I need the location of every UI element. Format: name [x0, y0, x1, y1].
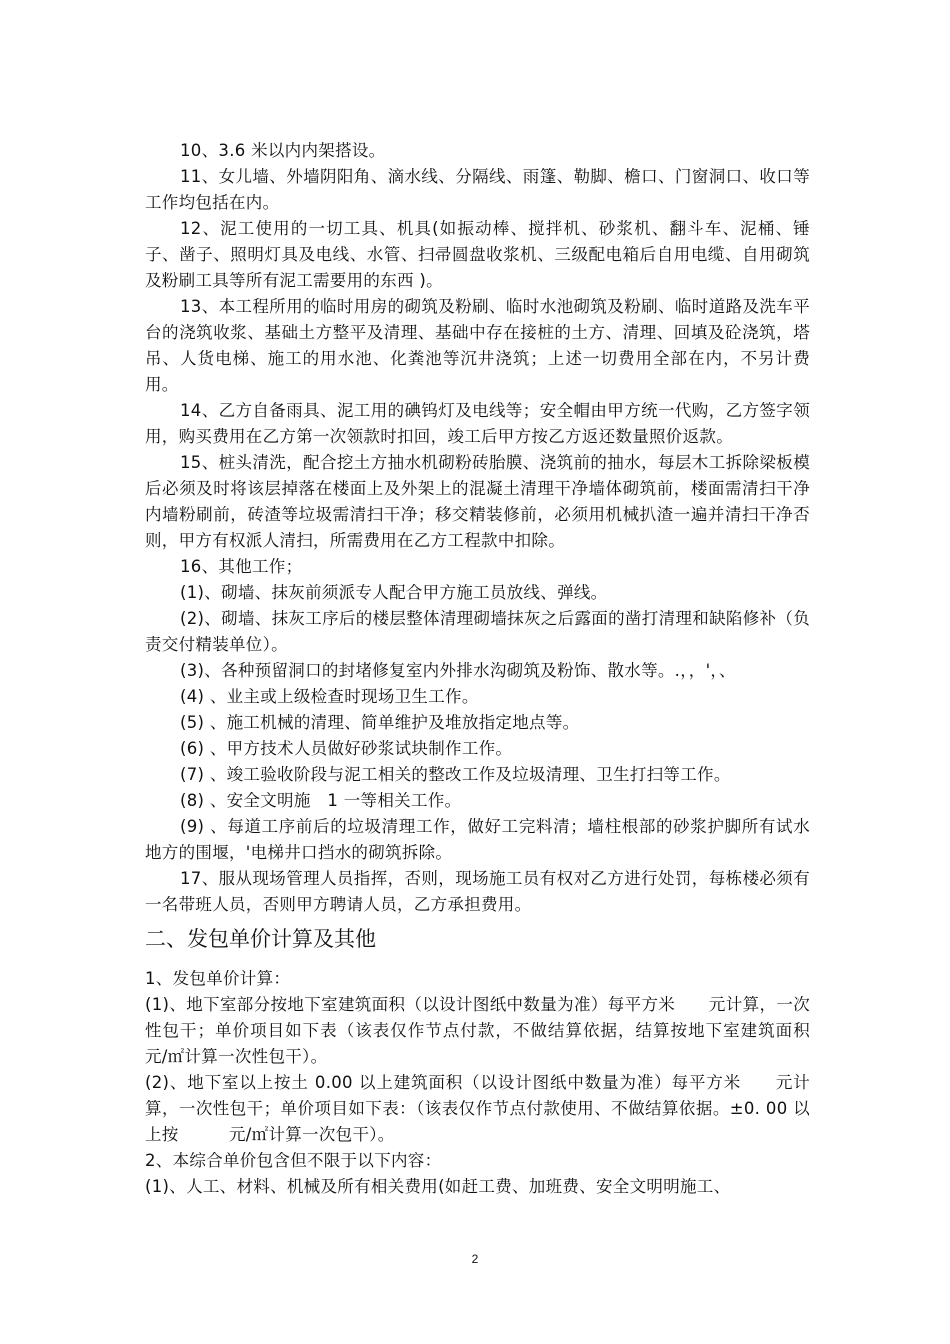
sub-item-4: (4) 、业主或上级检查时现场卫生工作。: [180, 687, 479, 706]
pricing-title: 1、发包单价计算：: [145, 969, 291, 988]
paragraph-item-16: 16、其他工作；: [180, 557, 303, 576]
sub-item-5: (5) 、施工机械的清理、简单维护及堆放指定地点等。: [180, 713, 580, 732]
pricing-item-2: (2)、地下室以上按土 0.00 以上建筑面积（以设计图纸中数量为准）每平方米 元计算，一次性包干；单价项目如下表：（该表仅作节点付款使用、不做结算依据。±0. 00 以上按 元/㎡计算一次包干）。: [145, 1073, 810, 1144]
paragraph-item-14: 14、乙方自备雨具、泥工用的碘钨灯及电线等；安全帽由甲方统一代购，乙方签字领用，购买费用在乙方第一次领款时扣回，竣工后甲方按乙方返还数量照价返款。: [145, 401, 810, 446]
unit-price-scope-title: 2、本综合单价包含但不限于以下内容：: [145, 1151, 442, 1170]
paragraph-item-12: 12、泥工使用的一切工具、机具(如振动棒、搅拌机、砂浆机、翻斗车、泥桶、锤子、凿子、照明灯具及电线、水管、扫帚圆盘收浆机、三级配电箱后自用电缆、自用砌筑及粉刷工具等所有泥工需要用的东西 )。: [145, 219, 810, 290]
paragraph-item-13: 13、本工程所用的临时用房的砌筑及粉刷、临时水池砌筑及粉刷、临时道路及洗车平台的浇筑收浆、基础土方整平及清理、基础中存在接桩的土方、清理、回填及砼浇筑，塔吊、人货电梯、施工的用水池、化粪池等沉井浇筑；上述一切费用全部在内，不另计费用。: [145, 297, 810, 394]
unit-price-scope-item-1: (1)、人工、材料、机械及所有相关费用(如赶工费、加班费、安全文明明施工、: [145, 1177, 731, 1196]
sub-item-9: (9) 、每道工序前后的垃圾清理工作，做好工完料清；墙柱根部的砂浆护脚所有试水地方的围堰，'电梯井口挡水的砌筑拆除。: [145, 817, 810, 862]
sub-item-3: (3)、各种预留洞口的封堵修复室内外排水沟砌筑及粉饰、散水等。.，，'，、: [180, 661, 736, 680]
sub-item-7: (7) 、竣工验收阶段与泥工相关的整改工作及垃圾清理、卫生打扫等工作。: [180, 765, 731, 784]
pricing-item-1: (1)、地下室部分按地下室建筑面积（以设计图纸中数量为准）每平方米 元计算，一次性包干；单价项目如下表（该表仅作节点付款，不做结算依据，结算按地下室建筑面积 元/㎡计算一次性包干）。: [145, 995, 861, 1066]
sub-item-2: (2)、砌墙、抹灰工序后的楼层整体清理砌墙抹灰之后露面的凿打清理和缺陷修补（负责交付精装单位）。: [145, 609, 810, 654]
paragraph-item-10: 10、3.6 米以内内架搭设。: [180, 141, 386, 160]
document-body: [145, 138, 861, 1200]
page-number: 2: [471, 1252, 479, 1266]
sub-item-6: (6) 、甲方技术人员做好砂浆试块制作工作。: [180, 739, 513, 758]
sub-item-8: (8) 、安全文明施 1 一等相关工作。: [180, 791, 462, 810]
section-heading: 二、发包单价计算及其他: [145, 927, 376, 951]
paragraph-item-17: 17、服从现场管理人员指挥，否则，现场施工员有权对乙方进行处罚，每栋楼必须有一名带班人员，否则甲方聘请人员，乙方承担费用。: [145, 869, 810, 914]
sub-item-1: (1)、砌墙、抹灰前须派专人配合甲方施工员放线、弹线。: [180, 583, 608, 602]
paragraph-item-15: 15、桩头清洗，配合挖土方抽水机砌粉砖胎膜、浇筑前的抽水，每层木工拆除梁板模后必须及时将该层掉落在楼面上及外架上的混凝土清理干净墙体砌筑前，楼面需清扫干净内墙粉刷前，砖渣等垃圾需清扫干净；移交精装修前，必须用机械扒渣一遍并清扫干净否则，甲方有权派人清扫，所需费用在乙方工程款中扣除。: [145, 453, 810, 550]
paragraph-item-11: 11、女儿墙、外墙阴阳角、滴水线、分隔线、雨篷、勒脚、檐口、门窗洞口、收口等工作均包括在内。: [145, 167, 810, 212]
